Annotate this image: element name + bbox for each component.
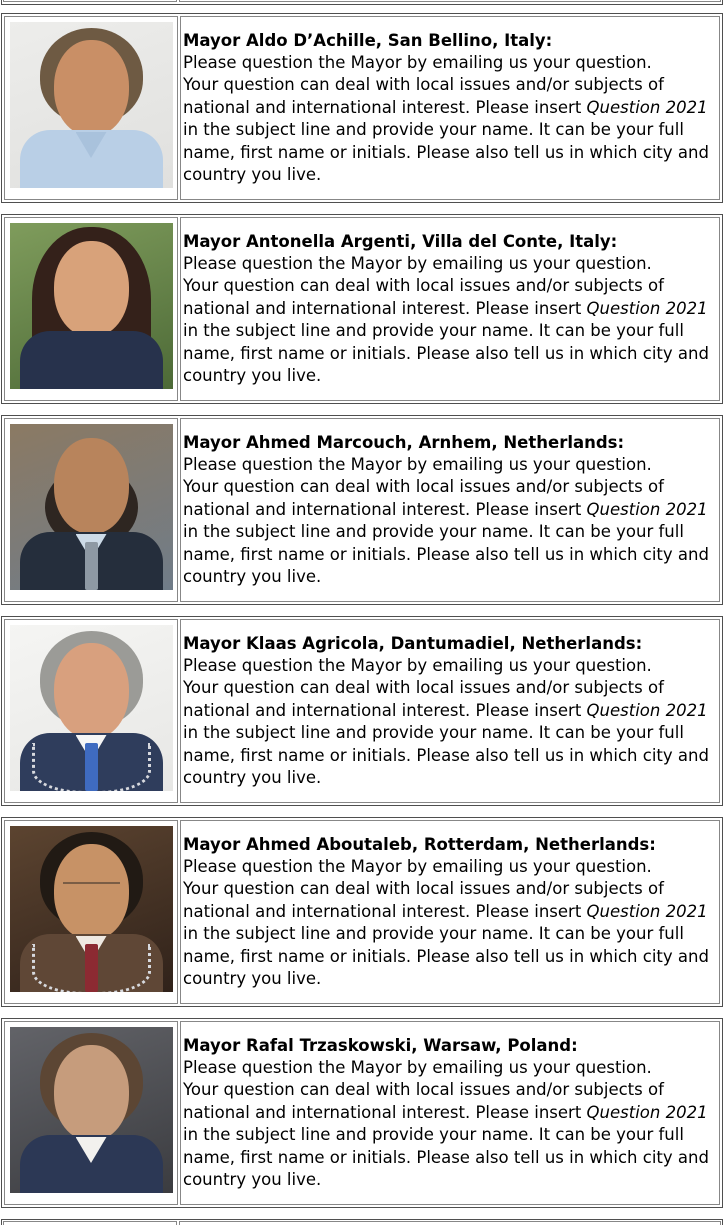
question-instructions-pre: Your question can deal with local issues and/or subjects of national and international interest. Please insert (183, 678, 664, 720)
portrait-tie-shape (85, 341, 98, 389)
mayor-entry-text (183, 1035, 717, 1192)
next-row-partial (1, 1219, 723, 1225)
photo-cell (4, 418, 178, 602)
question-instructions-pre: Your question can deal with local issues and/or subjects of national and international interest. Please insert (183, 879, 664, 921)
question-instructions-post: in the subject line and provide your name. It can be your full name, first name or initials. Please also tell us in which city and country you live. (183, 321, 709, 386)
mayor-photo (10, 22, 173, 188)
question-instructions-post: in the subject line and provide your name. It can be your full name, first name or initials. Please also tell us in which city and country you live. (183, 1125, 709, 1190)
mayor-title: Mayor Ahmed Marcouch, Arnhem, Netherlands: (183, 432, 625, 452)
mayor-entry-text (183, 834, 717, 991)
mayor-row-ahmed-aboutaleb (1, 817, 723, 1007)
mayor-title: Mayor Ahmed Aboutaleb, Rotterdam, Netherlands: (183, 834, 656, 854)
question-instructions-pre: Your question can deal with local issues and/or subjects of national and international interest. Please insert (183, 477, 664, 519)
previous-row-partial (1, 0, 723, 5)
text-cell (180, 820, 720, 1004)
mayor-photo (10, 223, 173, 389)
text-cell (180, 217, 720, 401)
mayor-photo (10, 826, 173, 992)
question-2021-emphasis: Question 2021 (586, 499, 708, 519)
portrait-face-shape (54, 844, 129, 940)
question-sentence-1: Please question the Mayor by emailing us your question. (183, 856, 652, 876)
mayor-row-aldo-dachille (1, 13, 723, 203)
mayor-photo (10, 424, 173, 590)
previous-row-text-cell-edge (179, 0, 721, 2)
question-sentence-1: Please question the Mayor by emailing us your question. (183, 655, 652, 675)
mayor-entry-text (183, 633, 717, 790)
mayoral-chain-shape (32, 944, 151, 992)
question-instructions-post: in the subject line and provide your name. It can be your full name, first name or initials. Please also tell us in which city and country you live. (183, 522, 709, 587)
text-cell (180, 1021, 720, 1205)
question-instructions-pre: Your question can deal with local issues and/or subjects of national and international interest. Please insert (183, 1080, 664, 1122)
mayor-title: Mayor Rafal Trzaskowski, Warsaw, Poland: (183, 1035, 578, 1055)
portrait-face-shape (54, 1045, 129, 1141)
portrait-tie-shape (85, 542, 98, 590)
portrait-face-shape (54, 40, 129, 136)
mayor-photo (10, 1027, 173, 1193)
portrait-tie-shape (85, 1145, 98, 1193)
mayor-entry-text (183, 432, 717, 589)
mayor-entry-text (183, 30, 717, 187)
photo-cell (4, 1021, 178, 1205)
question-2021-emphasis: Question 2021 (586, 1102, 708, 1122)
question-2021-emphasis: Question 2021 (586, 97, 708, 117)
mayor-row-rafal-trzaskowski (1, 1018, 723, 1208)
question-instructions-post: in the subject line and provide your name. It can be your full name, first name or initials. Please also tell us in which city and country you live. (183, 924, 709, 989)
text-cell (180, 418, 720, 602)
question-instructions-post: in the subject line and provide your name. It can be your full name, first name or initials. Please also tell us in which city and country you live. (183, 723, 709, 788)
question-2021-emphasis: Question 2021 (586, 700, 708, 720)
question-sentence-1: Please question the Mayor by emailing us your question. (183, 253, 652, 273)
mayor-entry-text (183, 231, 717, 388)
mayoral-chain-shape (32, 743, 151, 791)
photo-cell (4, 16, 178, 200)
question-2021-emphasis: Question 2021 (586, 901, 708, 921)
mayor-photo (10, 625, 173, 791)
portrait-face-shape (54, 241, 129, 337)
portrait-tie-shape (85, 140, 98, 188)
question-2021-emphasis: Question 2021 (586, 298, 708, 318)
portrait-face-shape (54, 438, 129, 534)
mayor-title: Mayor Aldo D’Achille, San Bellino, Italy: (183, 30, 553, 50)
question-instructions-pre: Your question can deal with local issues and/or subjects of national and international interest. Please insert (183, 75, 664, 117)
mayor-row-antonella-argenti (1, 214, 723, 404)
question-instructions-pre: Your question can deal with local issues and/or subjects of national and international interest. Please insert (183, 276, 664, 318)
mayor-title: Mayor Antonella Argenti, Villa del Conte, Italy: (183, 231, 618, 251)
photo-cell (4, 619, 178, 803)
photo-cell (4, 217, 178, 401)
question-sentence-1: Please question the Mayor by emailing us your question. (183, 454, 652, 474)
text-cell (180, 16, 720, 200)
question-sentence-1: Please question the Mayor by emailing us your question. (183, 1057, 652, 1077)
photo-cell (4, 820, 178, 1004)
question-sentence-1: Please question the Mayor by emailing us your question. (183, 52, 652, 72)
question-instructions-post: in the subject line and provide your name. It can be your full name, first name or initials. Please also tell us in which city and country you live. (183, 120, 709, 185)
portrait-face-shape (54, 643, 129, 739)
mayor-title: Mayor Klaas Agricola, Dantumadiel, Netherlands: (183, 633, 643, 653)
mayor-row-ahmed-marcouch (1, 415, 723, 605)
text-cell (180, 619, 720, 803)
previous-row-photo-cell-edge (3, 0, 177, 2)
mayor-row-klaas-agricola (1, 616, 723, 806)
